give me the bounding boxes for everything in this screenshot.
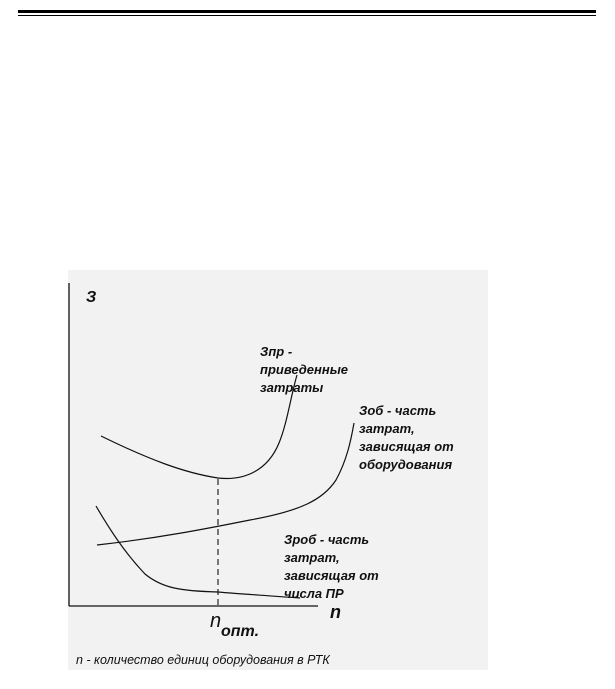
figure-caption: n - количество единиц оборудования в РТК xyxy=(76,653,330,667)
curve-zpr-label: Зпр - приведенные затраты xyxy=(260,344,349,395)
curve-zob-label: Зоб - часть затрат, зависящая от оборудования xyxy=(359,403,454,472)
optimum-label-subscript: опт. xyxy=(221,623,260,640)
curve-zrob xyxy=(96,506,300,598)
curve-zrob-label: Зроб - часть затрат, зависящая от числа ПР xyxy=(284,532,379,601)
curve-zob xyxy=(97,423,354,545)
x-axis-label: n xyxy=(330,602,341,622)
y-axis-label: З xyxy=(86,289,97,306)
optimum-label-main: n xyxy=(210,610,222,632)
optimum-label xyxy=(210,610,221,632)
